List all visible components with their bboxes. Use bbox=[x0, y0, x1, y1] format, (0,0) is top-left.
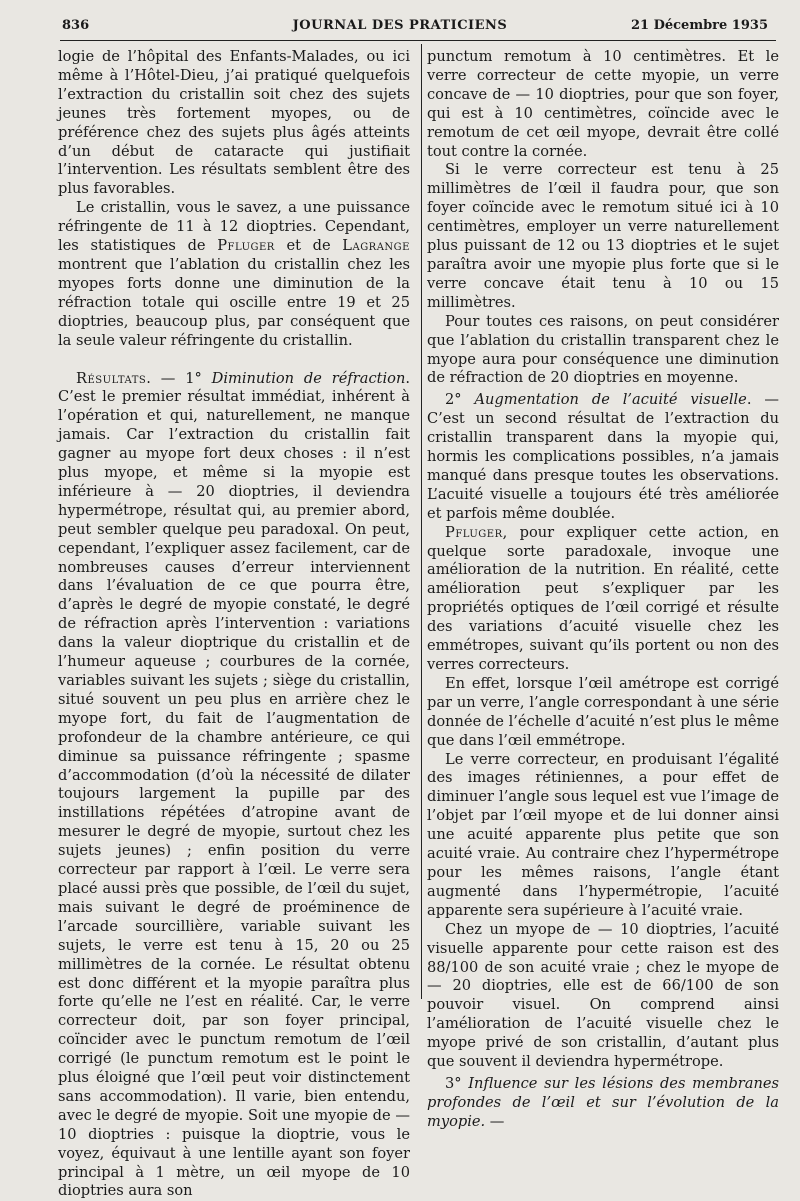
right-column bbox=[427, 48, 779, 1132]
section-heading: Résultats bbox=[76, 370, 146, 387]
paragraph: En effet, lorsque l’œil amétrope est corrigé par un verre, l’angle correspondant à une série donnée de l’échelle d’acuité n’est plus le même que dans l’œil emmétrope. bbox=[427, 675, 779, 751]
issue-date: 21 Décembre 1935 bbox=[631, 18, 768, 33]
paragraph: 2° Augmentation de l’acuité visuelle. — C’est un second résultat de l’extraction du cristallin transparent dans la myopie qui, hormis les complications possibles, n’a jamais manqué dans presque toutes les observations. L’acuité visuelle a toujours été très améliorée et parfois même doublée. bbox=[427, 391, 779, 523]
subsection-heading: Augmentation de l’acuité visuelle bbox=[475, 391, 747, 408]
paragraph: Si le verre correcteur est tenu à 25 millimètres de l’œil il faudra pour, que son foyer coïncide avec le remotum situé ici à 10 centimètres, employer un verre naturellement plus puissant de 12 ou 13 dioptries et le sujet paraîtra avoir une myopie plus forte que si le verre concave était tenu à 10 ou 15 millimètres. bbox=[427, 161, 779, 312]
left-column bbox=[58, 48, 410, 1201]
header-rule bbox=[60, 40, 776, 41]
subsection-heading: Diminution de réfraction bbox=[212, 370, 406, 387]
paragraph: logie de l’hôpital des Enfants-Malades, ou ici même à l’Hôtel-Dieu, j’ai pratiqué quelquefois l’extraction du cristallin soit chez des sujets jeunes très fortement myopes, ou de préférence chez des sujets plus âgés atteints d’un début de cataracte qui justifiait l’intervention. Les résultats semblent être des plus favorables. bbox=[58, 48, 410, 199]
paragraph: Le verre correcteur, en produisant l’égalité des images rétiniennes, a pour effet de diminuer l’angle sous lequel est vue l’image de l’objet par l’œil myope et de lui donner ainsi une acuité apparente plus petite que son acuité vraie. Au contraire chez l’hypermétrope pour les mêmes raisons, l’angle étant augmenté dans l’hypermétropie, l’acuité apparente sera supérieure à l’acuité vraie. bbox=[427, 751, 779, 921]
author-name: Pfluger bbox=[445, 524, 503, 541]
paragraph: Résultats. — 1° Diminution de réfraction. C’est le premier résultat immédiat, inhérent à l’opération et qui, naturellement, ne manque jamais. Car l’extraction du cristallin fait gagner au myope fort deux choses : il n’est plus myope, et même si la myopie est inférieure à — 20 dioptries, il deviendra hypermétrope, résultat qui, au premier abord, peut sembler quelque peu paradoxal. On peut, cependant, l’expliquer assez facilement, car de nombreuses causes d’erreur interviennent dans l’évaluation de ce que pourra être, d’après le degré de myopie constaté, le degré de réfraction après l’intervention : variations dans la valeur dioptrique du cristallin et de l’humeur aqueuse ; courbures de la cornée, variables suivant les sujets ; siège du cristallin, situé souvent un peu plus en arrière chez le myope fort, du fait de l’augmentation de profondeur de la chambre antérieure, ce qui diminue sa puissance réfringente ; spasme d’accommodation (d’où la nécessité de dilater toujours largement la pupille par des instillations répétées d’atropine avant de mesurer le degré de myopie, surtout chez les sujets jeunes) ; enfin position du verre correcteur par rapport à l’œil. Le verre sera placé aussi près que possible, de l’œil du sujet, mais suivant le degré de proéminence de l’arcade sourcillière, variable suivant les sujets, le verre est tenu à 15, 20 ou 25 millimètres de la cornée. Le résultat obtenu est donc différent et la myopie paraîtra plus forte qu’elle ne l’est en réalité. Car, le verre correcteur doit, par son foyer principal, coïncider avec le punctum remotum de l’œil corrigé (le punctum remotum est le point le plus éloigné que l’œil peut voir distinctement sans accommodation). Il varie, bien entendu, avec le degré de myopie. Soit une myopie de — 10 dioptries : puisque la dioptrie, vous le voyez, équivaut à une lentille ayant son foyer principal à 1 mètre, un œil myope de 10 dioptries aura son bbox=[58, 370, 410, 1201]
author-name: Pfluger bbox=[217, 237, 275, 254]
paragraph: Chez un myope de — 10 dioptries, l’acuité visuelle apparente pour cette raison est des 88/100 de son acuité vraie ; chez le myope de — 20 dioptries, elle est de 66/100 de son pouvoir visuel. On comprend ainsi l’amélioration de l’acuité visuelle chez le myope privé de son cristallin, d’autant plus que souvent il deviendra hypermétrope. bbox=[427, 921, 779, 1072]
author-name: Lagrange bbox=[342, 237, 410, 254]
journal-title: JOURNAL DES PRATICIENS bbox=[0, 18, 800, 33]
paragraph: Pour toutes ces raisons, on peut considérer que l’ablation du cristallin transparent chez le myope aura pour conséquence une diminution de réfraction de 20 dioptries en moyenne. bbox=[427, 313, 779, 389]
paragraph: Pfluger, pour expliquer cette action, en quelque sorte paradoxale, invoque une amélioration de la nutrition. En réalité, cette amélioration peut s’expliquer par les propriétés optiques de l’œil corrigé et résulte des variations d’acuité visuelle chez les emmétropes, suivant qu’ils portent ou non des verres correcteurs. bbox=[427, 524, 779, 675]
paragraph: Le cristallin, vous le savez, a une puissance réfringente de 11 à 12 dioptries. Cependant, les statistiques de Pfluger et de Lagrange montrent que l’ablation du cristallin chez les myopes forts donne une diminution de la réfraction totale qui oscille entre 19 et 25 dioptries, beaucoup plus, par conséquent que la seule valeur réfringente du cristallin. bbox=[58, 199, 410, 350]
paragraph: 3° Influence sur les lésions des membranes profondes de l’œil et sur l’évolution de la myopie. — bbox=[427, 1075, 779, 1132]
column-divider bbox=[421, 44, 422, 999]
subsection-heading: Influence sur les lésions des membranes profondes de l’œil et sur l’évolution de la myopie. bbox=[427, 1075, 779, 1130]
page-number: 836 bbox=[62, 18, 89, 33]
paragraph: punctum remotum à 10 centimètres. Et le verre correcteur de cette myopie, un verre concave de — 10 dioptries, pour que son foyer, qui est à 10 centimètres, coïncide avec le remotum de cet œil myope, devrait être collé tout contre la cornée. bbox=[427, 48, 779, 161]
